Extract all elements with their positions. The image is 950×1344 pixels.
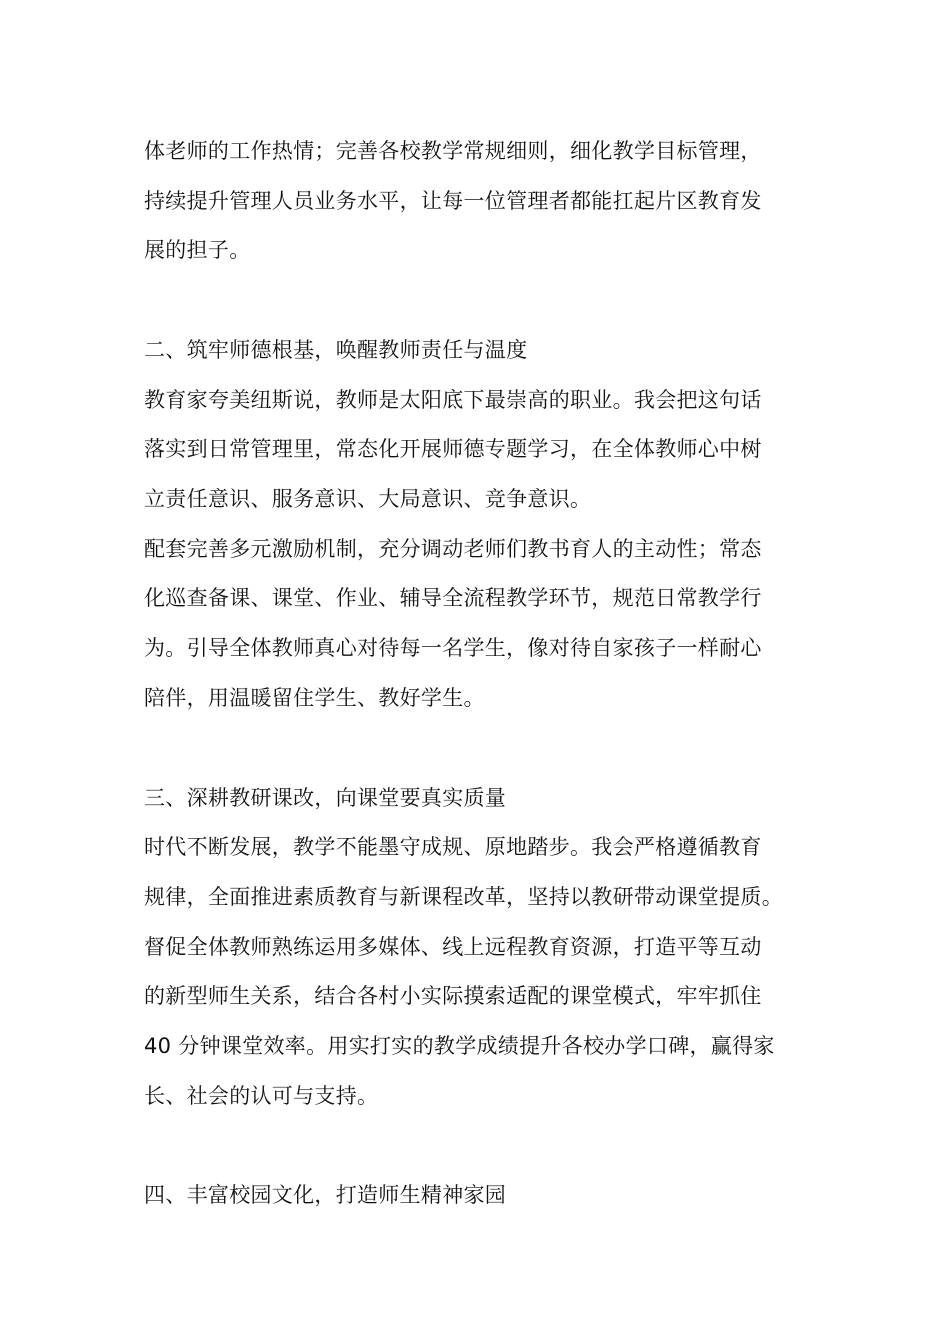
- paragraph-line: 展的担子。: [144, 238, 251, 262]
- paragraph-line: 配套完善多元激励机制，充分调动老师们教书育人的主动性；常态: [144, 537, 762, 561]
- section-heading-4: 四、丰富校园文化，打造师生精神家园: [144, 1183, 507, 1207]
- paragraph-line: 持续提升管理人员业务水平，让每一位管理者都能扛起片区教育发: [144, 189, 762, 213]
- paragraph-line: 化巡查备课、课堂、作业、辅导全流程教学环节，规范日常教学行: [144, 586, 762, 610]
- paragraph-line: 长、社会的认可与支持。: [144, 1084, 379, 1108]
- paragraph-line: 的新型师生关系，结合各村小实际摸索适配的课堂模式，牢牢抓住: [144, 984, 762, 1008]
- paragraph-line: 时代不断发展，教学不能墨守成规、原地踏步。我会严格遵循教育: [144, 835, 762, 859]
- paragraph-line: 规律，全面推进素质教育与新课程改革，坚持以教研带动课堂提质。: [144, 885, 783, 909]
- section-heading-2: 二、筑牢师德根基，唤醒教师责任与温度: [144, 338, 528, 362]
- paragraph-line: 40 分钟课堂效率。用实打实的教学成绩提升各校办学口碑，赢得家: [144, 1034, 775, 1058]
- paragraph-line: 教育家夸美纽斯说，教师是太阳底下最崇高的职业。我会把这句话: [144, 388, 762, 412]
- paragraph-line: 督促全体教师熟练运用多媒体、线上远程教育资源，打造平等互动: [144, 935, 762, 959]
- section-heading-3: 三、深耕教研课改，向课堂要真实质量: [144, 786, 507, 810]
- paragraph-line: 为。引导全体教师真心对待每一名学生，像对待自家孩子一样耐心: [144, 636, 762, 660]
- paragraph-line: 陪伴，用温暖留住学生、教好学生。: [144, 686, 485, 710]
- paragraph-line: 立责任意识、服务意识、大局意识、竞争意识。: [144, 487, 592, 511]
- paragraph-line: 体老师的工作热情；完善各校教学常规细则，细化教学目标管理，: [144, 139, 762, 163]
- paragraph-line: 落实到日常管理里，常态化开展师德专题学习，在全体教师心中树: [144, 437, 762, 461]
